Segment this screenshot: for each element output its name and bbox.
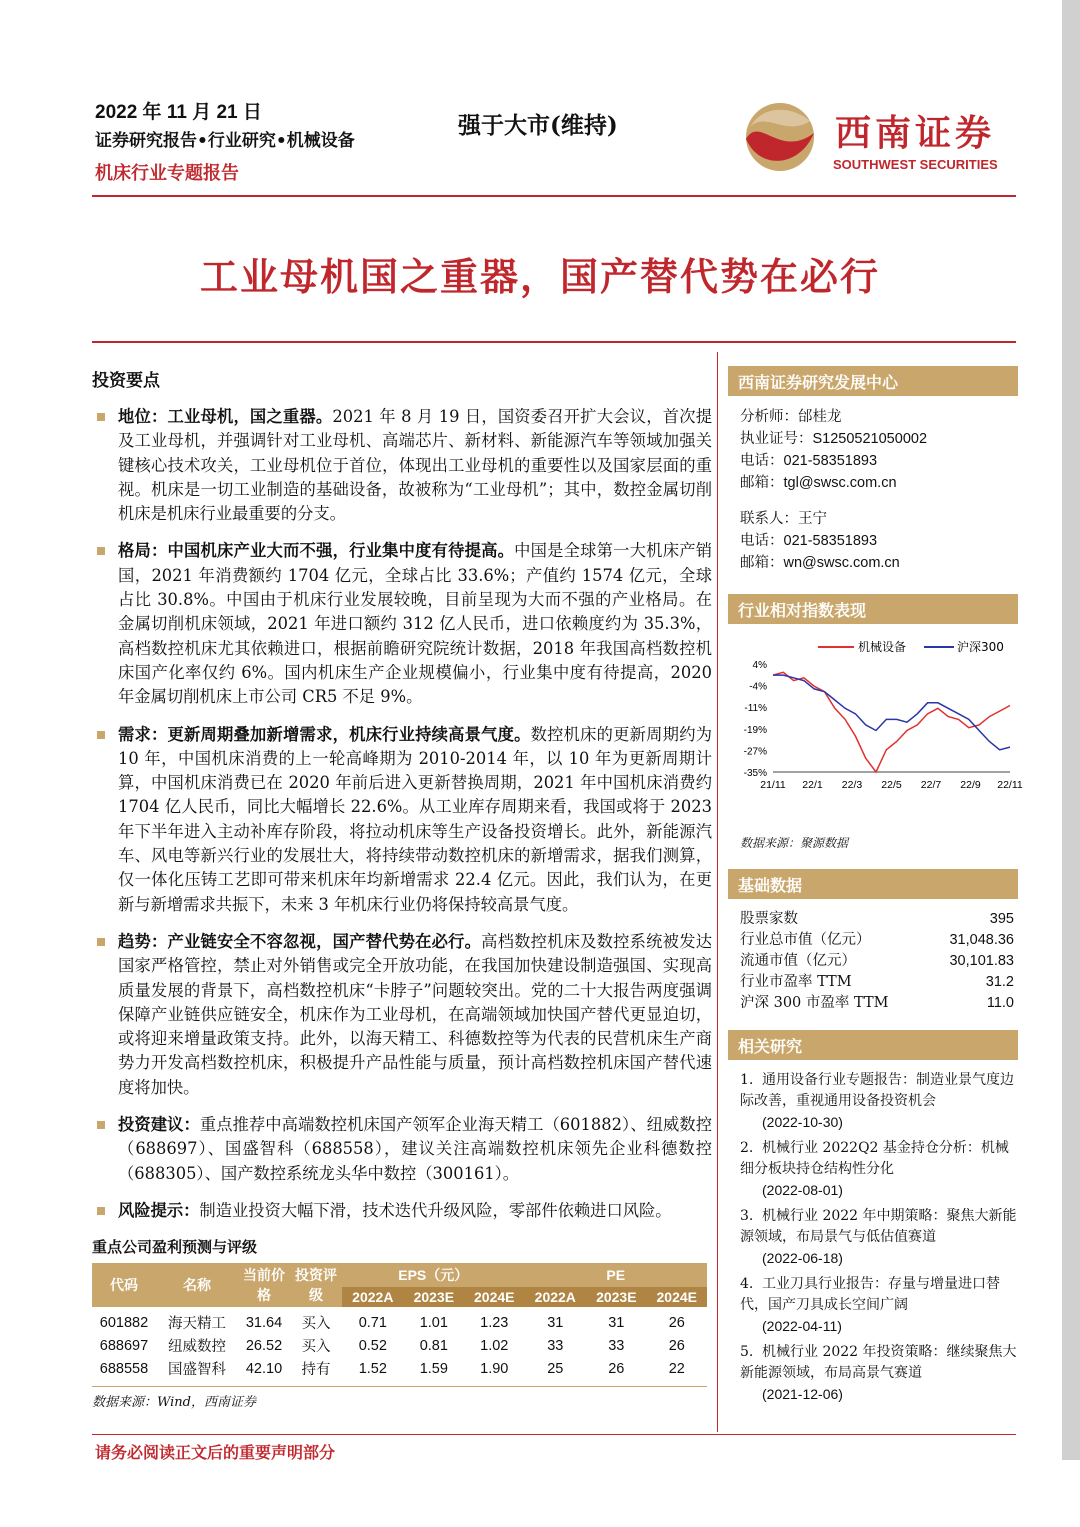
year-header: 2023E bbox=[586, 1287, 646, 1307]
table-row bbox=[92, 1357, 707, 1380]
x-tick-label: 22/11 bbox=[997, 779, 1023, 791]
contact: 联系人：王宁 bbox=[740, 511, 827, 527]
cell: 601882 bbox=[99, 1314, 149, 1331]
logo-text-en: SOUTHWEST SECURITIES bbox=[833, 157, 998, 172]
y-tick-label: -35% bbox=[743, 768, 767, 779]
report-type: 机床行业专题报告 bbox=[95, 163, 239, 184]
page-edge bbox=[1062, 0, 1080, 1460]
cell: 0.81 bbox=[419, 1337, 448, 1354]
basic-value: 11.0 bbox=[986, 995, 1014, 1011]
report-category: 证券研究报告•行业研究•机械设备 bbox=[95, 131, 355, 151]
cell: 42.10 bbox=[245, 1360, 283, 1377]
investment-summary bbox=[92, 366, 712, 1410]
industry-rating: 强于大市(维持) bbox=[458, 112, 618, 139]
header-divider bbox=[92, 195, 1016, 197]
point-label: 投资建议： bbox=[118, 1115, 200, 1135]
basic-value: 31,048.36 bbox=[949, 932, 1014, 948]
x-tick-label: 22/3 bbox=[841, 779, 863, 791]
performance-bar: 行业相对指数表现 bbox=[728, 594, 1018, 624]
cell: 33 bbox=[608, 1337, 625, 1354]
point-text: 中国是全球第一大机床产销国，2021 年消费额约 1704 亿元，全球占比 33.6%；产值约 1574 亿元，全球占比 30.8%。中国由于机床行业发展较晚，目前呈现为大而不强的产业格局。在金属切削机床领域，2021 年进口额约 312 亿人民币，进口依赖度约为 35.3%，高档数控机床尤其依赖进口，根据前瞻研究院统计数据，2018 年我国高档数控机床国产化率仅约 6%。国内机床生产企业规模偏小，行业集中度有待提高，2020 年金属切削机床上市公司 CR5 不足 9%。 bbox=[118, 541, 712, 707]
disclaimer-footer: 请务必阅读正文后的重要声明部分 bbox=[95, 1443, 336, 1462]
cell: 1.02 bbox=[480, 1337, 509, 1354]
related-research-bar: 相关研究 bbox=[728, 1030, 1018, 1060]
y-tick-label: -19% bbox=[743, 724, 767, 736]
cell: 31 bbox=[547, 1314, 564, 1331]
basic-row bbox=[728, 930, 1018, 951]
legend-label-mech: 机械设备 bbox=[858, 640, 907, 654]
cell: 买入 bbox=[301, 1339, 331, 1356]
legend-label-hs300: 沪深300 bbox=[957, 640, 1004, 654]
basic-key: 行业市盈率 TTM bbox=[740, 974, 852, 990]
related-num: 1. bbox=[740, 1072, 754, 1088]
point-label: 格局：中国机床产业大而不强，行业集中度有待提高。 bbox=[118, 541, 515, 561]
related-date: (2022-10-30) bbox=[762, 1114, 843, 1130]
year-header: 2022A bbox=[342, 1287, 404, 1307]
y-tick-label: 4% bbox=[752, 660, 767, 671]
related-num: 4. bbox=[740, 1276, 754, 1292]
bullet-icon bbox=[97, 413, 105, 421]
basic-row bbox=[728, 951, 1018, 972]
basic-row bbox=[728, 909, 1018, 930]
bullet-icon bbox=[97, 1207, 105, 1215]
bullet-icon bbox=[97, 731, 105, 739]
basic-key: 行业总市值（亿元） bbox=[740, 932, 871, 948]
col-pe: PE bbox=[524, 1263, 707, 1287]
col-name: 名称 bbox=[156, 1263, 238, 1307]
cell: 海天精工 bbox=[168, 1316, 226, 1333]
x-tick-label: 22/1 bbox=[802, 779, 823, 791]
bullet-icon bbox=[97, 938, 105, 946]
series-line-mech bbox=[773, 672, 1010, 772]
basic-value: 395 bbox=[989, 911, 1014, 927]
analyst: 分析师：邰桂龙 bbox=[740, 409, 842, 425]
col-price: 当前价格 bbox=[238, 1263, 290, 1307]
license-no: 执业证号：S1250521050002 bbox=[740, 431, 928, 447]
cell: 0.52 bbox=[358, 1337, 387, 1354]
cell: 26 bbox=[608, 1360, 625, 1377]
cell: 1.23 bbox=[480, 1314, 509, 1331]
point-text: 重点推荐中高端数控机床国产领军企业海天精工（601882）、纽威数控（688697）、国盛智科（688558），建议关注高端数控机床领先企业科德数控（688305）、国产数控系统龙头华中数控（300161）。 bbox=[118, 1115, 712, 1183]
cell: 26.52 bbox=[245, 1337, 283, 1354]
table-source: 数据来源：Wind，西南证券 bbox=[92, 1386, 707, 1410]
cell: 买入 bbox=[301, 1316, 331, 1333]
related-date: (2022-08-01) bbox=[762, 1182, 843, 1198]
forecast-table-title: 重点公司盈利预测与评级 bbox=[92, 1238, 258, 1257]
basic-data-bar: 基础数据 bbox=[728, 869, 1018, 899]
summary-point bbox=[92, 723, 712, 917]
related-num: 2. bbox=[740, 1140, 754, 1156]
cell: 31.64 bbox=[245, 1314, 283, 1331]
footer-divider bbox=[92, 1434, 1016, 1435]
point-text: 高档数控机床及数控系统被发达国家严格管控，禁止对外销售或完全开放功能，在我国加快建设制造强国、实现高质量发展的背景下，高档数控机床“卡脖子”问题较突出。党的二十大报告两度强调保障产业链供应链安全，机床作为工业母机，在高端领域加快国产替代更显迫切，或将迎来增量政策支持。此外，以海天精工、科德数控等为代表的民营机床生产商势力开发高档数控机床，积极提升产品性能与质量，预计高档数控机床国产替代速度将加快。 bbox=[118, 931, 712, 1097]
report-title: 工业母机国之重器，国产替代势在必行 bbox=[199, 254, 880, 299]
bullet-icon bbox=[97, 1121, 105, 1129]
table-row bbox=[92, 1334, 707, 1357]
cell: 25 bbox=[547, 1360, 564, 1377]
related-item[interactable] bbox=[728, 1070, 1018, 1133]
column-divider bbox=[717, 352, 718, 1432]
cell: 33 bbox=[547, 1337, 564, 1354]
y-tick-label: -4% bbox=[749, 681, 767, 693]
chart-legend bbox=[818, 639, 1004, 654]
relative-performance-chart bbox=[728, 634, 1023, 824]
point-text: 制造业投资大幅下滑，技术迭代升级风险，零部件依赖进口风险。 bbox=[199, 1200, 672, 1220]
contact-phone: 电话：021-58351893 bbox=[740, 533, 878, 549]
chart-source: 数据来源：聚源数据 bbox=[740, 836, 849, 850]
analyst-phone: 电话：021-58351893 bbox=[740, 453, 878, 469]
point-label: 需求：更新周期叠加新增需求，机床行业持续高景气度。 bbox=[118, 724, 531, 744]
summary-point bbox=[92, 539, 712, 709]
y-tick-label: -11% bbox=[744, 703, 767, 715]
summary-point bbox=[92, 1113, 712, 1186]
cell: 1.59 bbox=[419, 1360, 448, 1377]
cell: 1.52 bbox=[358, 1360, 387, 1377]
year-header: 2022A bbox=[524, 1287, 586, 1307]
table-row bbox=[92, 1307, 707, 1334]
related-item[interactable] bbox=[728, 1342, 1018, 1405]
cell: 22 bbox=[668, 1360, 685, 1377]
cell: 国盛智科 bbox=[168, 1362, 226, 1379]
basic-key: 股票家数 bbox=[740, 911, 798, 927]
bullet-icon bbox=[97, 547, 105, 555]
point-label: 风险提示： bbox=[118, 1200, 200, 1220]
cell: 1.01 bbox=[419, 1314, 448, 1331]
forecast-table bbox=[92, 1263, 707, 1380]
related-date: (2022-06-18) bbox=[762, 1250, 843, 1266]
point-text: 2021 年 8 月 19 日，国资委召开扩大会议，首次提及工业母机，并强调针对工业母机、高端芯片、新材料、新能源汽车等领域加强关键核心技术攻关，工业母机位于首位，体现出工业母机的重要性以及国家层面的重视。机床是一切工业制造的基础设备，故被称为“工业母机”；其中，数控金属切削机床是机床行业最重要的分支。 bbox=[118, 407, 712, 524]
logo-text-cn: 西南证券 bbox=[835, 112, 996, 154]
cell: 1.90 bbox=[480, 1360, 509, 1377]
related-item[interactable] bbox=[728, 1206, 1018, 1269]
cell: 26 bbox=[668, 1314, 685, 1331]
x-tick-label: 22/5 bbox=[881, 779, 902, 791]
related-date: (2021-12-06) bbox=[762, 1386, 843, 1402]
year-header: 2024E bbox=[647, 1287, 707, 1307]
related-title: 通用设备行业专题报告：制造业景气度边际改善，重视通用设备投资机会 bbox=[740, 1072, 1014, 1109]
related-num: 3. bbox=[740, 1208, 754, 1224]
research-center-bar: 西南证券研究发展中心 bbox=[728, 366, 1018, 396]
cell: 26 bbox=[668, 1337, 685, 1354]
summary-point bbox=[92, 1199, 712, 1223]
related-title: 机械行业 2022 年中期策略：聚焦大新能源领域，布局景气与低估值赛道 bbox=[740, 1208, 1017, 1245]
report-date: 2022 年 11 月 21 日 bbox=[95, 102, 262, 123]
cell: 31 bbox=[608, 1314, 625, 1331]
related-item[interactable] bbox=[728, 1274, 1018, 1337]
related-title: 工业刀具行业报告：存量与增量进口替代，国产刀具成长空间广阔 bbox=[740, 1276, 1000, 1313]
cell: 纽威数控 bbox=[168, 1339, 226, 1356]
basic-row bbox=[728, 993, 1018, 1014]
related-date: (2022-04-11) bbox=[762, 1318, 842, 1334]
summary-heading: 投资要点 bbox=[92, 371, 160, 391]
related-title: 机械行业 2022Q2 基金持仓分析：机械细分板块持仓结构性分化 bbox=[740, 1140, 1009, 1177]
cell: 持有 bbox=[301, 1362, 331, 1379]
summary-point bbox=[92, 405, 712, 526]
southwest-securities-logo bbox=[740, 97, 1020, 177]
col-code: 代码 bbox=[92, 1263, 156, 1307]
cell: 688558 bbox=[99, 1360, 149, 1377]
col-rating: 投资评级 bbox=[290, 1263, 342, 1307]
year-header: 2023E bbox=[404, 1287, 464, 1307]
basic-value: 30,101.83 bbox=[949, 953, 1014, 969]
x-tick-label: 22/7 bbox=[920, 779, 942, 791]
summary-point bbox=[92, 930, 712, 1100]
related-num: 5. bbox=[740, 1344, 754, 1360]
related-item[interactable] bbox=[728, 1138, 1018, 1201]
point-label: 趋势：产业链安全不容忽视，国产替代势在必行。 bbox=[118, 931, 482, 951]
cell: 0.71 bbox=[358, 1314, 387, 1331]
related-title: 机械行业 2022 年投资策略：继续聚焦大新能源领域，布局高景气赛道 bbox=[740, 1344, 1017, 1381]
basic-value: 31.2 bbox=[985, 974, 1014, 990]
cell: 688697 bbox=[99, 1337, 149, 1354]
point-label: 地位：工业母机，国之重器。 bbox=[118, 407, 333, 426]
series-line-hs300 bbox=[773, 675, 1010, 750]
year-header: 2024E bbox=[464, 1287, 524, 1307]
basic-key: 沪深 300 市盈率 TTM bbox=[740, 995, 889, 1011]
contact-email: 邮箱：wn@swsc.com.cn bbox=[740, 555, 900, 571]
basic-row bbox=[728, 972, 1018, 993]
x-tick-label: 21/11 bbox=[760, 779, 786, 791]
y-tick-label: -27% bbox=[743, 746, 767, 758]
point-text: 数控机床的更新周期约为 10 年，中国机床消费的上一轮高峰期为 2010-2014 年，以 10 年为更新周期计算，中国机床消费已在 2020 年前后进入更新替换周期，2021 年中国机床消费约 1704 亿人民币，同比大幅增长 22.6%。从工业库存周期来看，我国或将于 2023 年下半年进入主动补库存阶段，将拉动机床等生产设备投资增长。此外，新能源汽车、风电等新兴行业的发展壮大，将持续带动数控机床的新增需求，据我们测算，仅一体化压铸工艺即可带来机床年均新增需求 22.4 亿元。因此，我们认为，在更新与新增需求共振下，未来 3 年机床行业仍将保持较高景气度。 bbox=[118, 724, 712, 914]
analyst-email: 邮箱：tgl@swsc.com.cn bbox=[740, 475, 897, 491]
col-eps: EPS（元） bbox=[342, 1263, 524, 1287]
sidebar bbox=[728, 366, 1023, 1410]
x-tick-label: 22/9 bbox=[960, 779, 981, 791]
logo-mark-icon bbox=[740, 97, 820, 177]
title-divider bbox=[92, 341, 1016, 343]
basic-key: 流通市值（亿元） bbox=[740, 953, 856, 969]
